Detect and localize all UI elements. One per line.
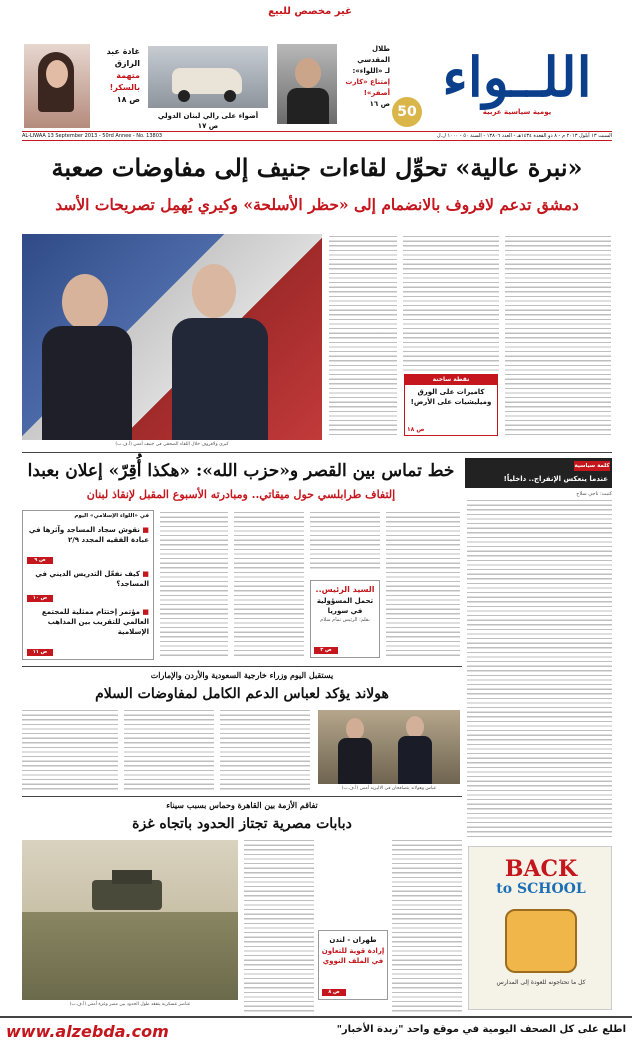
footer — [0, 1016, 632, 1047]
teaser-3-name: غادة عبد الرازق — [106, 47, 140, 68]
masthead — [22, 42, 612, 138]
teaser-2-page: ص ١٧ — [197, 122, 219, 130]
teaser-1-line1: لـ «اللواء»: — [352, 67, 390, 75]
hollande-kicker[interactable]: يستقبل اليوم وزراء خارجية السعودية والأردن والإمارات — [150, 670, 334, 680]
islamic-item-3-page: ص ١١ — [27, 649, 53, 656]
islamic-item-1-page: ص ٩ — [27, 557, 53, 564]
newspaper-logo: اللــواء — [442, 45, 592, 109]
president-title: السيد الرئيس.. — [315, 585, 375, 594]
lead-text-col-2 — [403, 236, 499, 371]
tehran-box[interactable] — [318, 930, 388, 1000]
islamic-item-3[interactable]: ■ مؤتمر إختتام ممثلية للمجتمع العالمي للتقريب بين المذاهب الإسلامية — [27, 607, 149, 637]
back-to-school-ad[interactable] — [468, 846, 612, 1010]
teaser-1-line2: إمتناع «كارت أصفر»! — [345, 78, 390, 97]
hollande-text-col-2 — [124, 710, 214, 790]
hot-point-page: ص ١٨ — [407, 426, 425, 433]
second-subhead[interactable]: إلتفاف طرابلسي حول ميقاتي.. ومبادرته الأسبوع المقبل لإنقاذ لبنان — [86, 488, 396, 501]
tehran-title: طهران - لندن — [329, 936, 377, 944]
lead-photo — [22, 234, 322, 440]
hollande-headline[interactable]: هولاند يؤكد لعباس الدعم الكامل لمفاوضات السلام — [95, 686, 389, 702]
lead-headline[interactable]: «نبرة عالية» تحوِّل لقاءات جنيف إلى مفاوضات صعبة — [51, 153, 583, 182]
teaser-1-page: ص ١٦ — [369, 100, 390, 108]
second-text-col-3 — [310, 512, 380, 572]
teaser-2-photo — [148, 46, 268, 108]
top-strip — [0, 0, 632, 24]
anniversary-badge: 50 — [392, 97, 422, 127]
sinai-headline[interactable]: دبابات مصرية تجتاز الحدود باتجاه غزة — [132, 816, 352, 832]
hot-point-title: كاميرات على الورق وميليشيات على الأرض! — [410, 388, 492, 406]
opinion-header[interactable] — [465, 458, 612, 488]
hollande-caption: عباس وهولاند يتصافحان في الاليزيه أمس (أ.ف.ب) — [341, 786, 437, 791]
hollande-text-col-3 — [220, 710, 310, 790]
sinai-text-col-1 — [244, 840, 314, 1015]
islamic-box — [22, 510, 154, 660]
sinai-kicker[interactable]: تفاقم الأزمة بين القاهرة وحماس بسبب سيناء — [166, 800, 318, 810]
islamic-item-1[interactable]: ■ نقوش سجاد المساجد وآثرها في عبادة الفقيه المجدد ٢/٩ — [27, 525, 149, 545]
teaser-1[interactable] — [275, 42, 390, 132]
sinai-photo — [22, 840, 238, 1000]
issue-date-ar: السبت ١٣ أيلول ٢٠١٣ م - ٨ ذو القعدة ١٤٣٤هـ - العدد ١٣٨٠٦ - السنة ٥٠ - ١٠٠٠ ل.ل — [437, 133, 612, 139]
lead-text-col-1 — [329, 236, 397, 436]
issue-line — [22, 131, 612, 141]
lead-photo-caption: كيري ولافروف خلال اللقاء الصحفي في جنيف أمس (أ.ف.ب) — [115, 442, 229, 447]
islamic-label: في «اللواء الإسلامي» اليوم — [74, 513, 149, 519]
opinion-text — [467, 500, 612, 840]
ad-sub: كل ما تحتاجونه للعودة إلى المدارس — [496, 979, 586, 986]
second-text-col-4 — [386, 512, 460, 658]
lead-text-col-3 — [505, 236, 611, 436]
teaser-3-page: ص ١٨ — [116, 95, 140, 104]
issue-date-latin: AL-LIWAA 13 September 2013 - 50rd Annee - No. 13803 — [22, 133, 163, 139]
logo-block — [422, 42, 612, 124]
teaser-2-title: أضواء على رالي لبنان الدولي — [157, 112, 259, 120]
opinion-author: كتبت: ناجي سلاح — [576, 491, 612, 497]
divider — [22, 796, 462, 797]
sinai-text-col-2 — [392, 840, 462, 1015]
backpack-icon — [505, 909, 577, 973]
ad-line1: BACK — [504, 856, 578, 882]
teaser-3-photo — [24, 44, 90, 128]
hollande-photo — [318, 710, 460, 784]
islamic-item-2-page: ص ١٠ — [27, 595, 53, 602]
hollande-text-col-1 — [22, 710, 118, 790]
lead-subhead[interactable]: دمشق تدعم لافروف بالانضمام إلى «حظر الأسلحة» وكيري يُهمِل تصريحات الأسد — [55, 195, 579, 214]
opinion-title: عندما ينعكس الإنفراج.. داخلياً! — [503, 475, 608, 483]
president-box[interactable] — [310, 580, 380, 658]
islamic-item-2[interactable]: ■ كيف نفعّل التدريس الديني في المساجد؟ — [27, 569, 149, 589]
divider — [22, 452, 612, 453]
opinion-label: كلمة سياسية — [574, 463, 610, 469]
second-text-col-1 — [160, 512, 228, 658]
hot-point-label: نقطة ساخنة — [405, 375, 497, 385]
hot-point-box[interactable] — [404, 374, 498, 436]
sinai-caption: عناصر عسكرية يتفقد طول الحدود بين مصر وغزة أمس (أ.ف.ب) — [69, 1002, 191, 1007]
tehran-sub: إرادة قوية للتعاون في الملف النووي — [321, 947, 385, 965]
ad-line2: to SCHOOL — [496, 881, 586, 897]
teaser-1-name: طلال المقدسي — [357, 45, 390, 64]
teaser-2[interactable] — [142, 42, 272, 132]
president-sub: تحمل المسؤولية في سوريا — [316, 597, 374, 615]
president-page: ص ٣ — [314, 647, 338, 654]
second-text-col-2 — [234, 512, 304, 658]
footer-promo: اطلع على كل الصحف اليومية في موقع واحد "زبدة الأخبار" — [336, 1024, 626, 1035]
divider — [22, 666, 462, 667]
teaser-3[interactable] — [22, 42, 140, 132]
not-for-sale-label: غير مخصص للبيع — [268, 6, 352, 17]
tagline: يومية سياسية عربية — [482, 108, 552, 116]
teaser-1-photo — [277, 44, 337, 124]
second-headline[interactable]: خط تماس بين القصر و«حزب الله»: «هكذا أُقِرّ» إعلان بعبدا — [27, 461, 455, 481]
tehran-page: ص ٨ — [322, 989, 346, 996]
teaser-3-line1: متهمة بالسكر! — [109, 71, 140, 92]
president-author: بقلم: الرئيس تمام سلام — [320, 617, 370, 623]
footer-site[interactable]: www.alzebda.com — [6, 1022, 169, 1041]
